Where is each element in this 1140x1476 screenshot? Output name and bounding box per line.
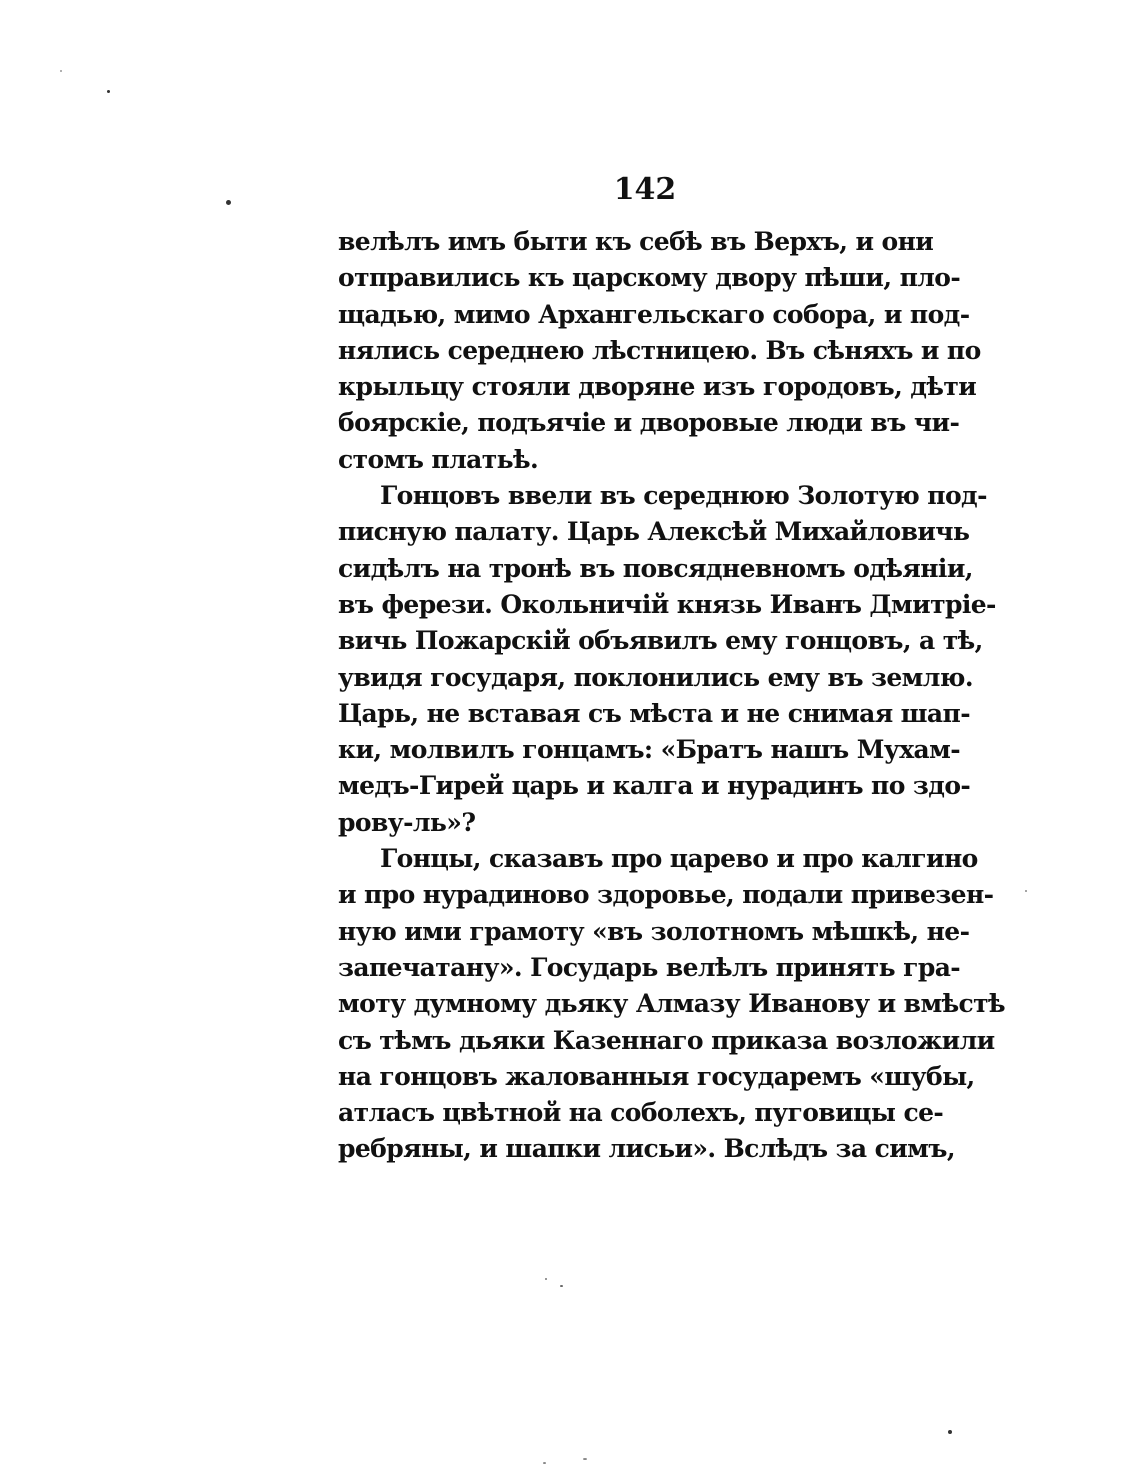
text-line: увидя государя, поклонились ему въ землю. — [338, 662, 973, 692]
paragraph-3 — [338, 841, 1006, 1168]
scan-speck — [560, 1285, 563, 1287]
text-line: на гонцовъ жалованныя государемъ «шубы, — [338, 1061, 975, 1091]
text-line: сидѣлъ на тронѣ въ повсядневномъ одѣяніи, — [338, 553, 973, 583]
scan-speck — [226, 200, 231, 205]
text-line: ребряны, и шапки лисьи». Вслѣдъ за симъ, — [338, 1134, 955, 1164]
text-line: атласъ цвѣтной на соболехъ, пуговицы се- — [338, 1098, 944, 1128]
text-line: писную палату. Царь Алексѣй Михайловичь — [338, 517, 970, 547]
scan-speck — [107, 90, 110, 93]
scan-speck — [60, 70, 62, 72]
text-line: ки, молвилъ гонцамъ: «Братъ нашъ Мухам- — [338, 735, 960, 765]
scan-speck — [545, 1278, 547, 1280]
text-line: нялись середнею лѣстницею. Въ сѣняхъ и по — [338, 335, 981, 365]
text-line: велѣлъ имъ быти къ себѣ въ Верхъ, и они — [338, 227, 934, 256]
scan-speck — [948, 1430, 952, 1434]
text-body — [338, 224, 1006, 1168]
text-line: рову-ль»? — [338, 807, 476, 837]
text-line: Царь, не вставая съ мѣста и не снимая шап- — [338, 698, 971, 728]
text-line: боярскіе, подъячіе и дворовые люди въ чи- — [338, 408, 960, 438]
text-line: запечатану». Государь велѣлъ принять гра- — [338, 952, 961, 982]
text-line: ную ими грамоту «въ золотномъ мѣшкѣ, не- — [338, 916, 970, 946]
scan-speck — [543, 1462, 546, 1464]
paragraph-1 — [338, 224, 981, 478]
text-line: крыльцу стояли дворяне изъ городовъ, дѣти — [338, 372, 977, 402]
text-line: медъ-Гирей царь и калга и нурадинъ по здо- — [338, 771, 971, 801]
text-line: Гонцы, сказавъ про царево и про калгино — [380, 844, 978, 874]
text-line: моту думному дьяку Алмазу Иванову и вмѣстѣ — [338, 989, 1006, 1019]
text-line: Гонцовъ ввели въ середнюю Золотую под- — [380, 481, 987, 511]
paragraph-2 — [338, 478, 996, 841]
page-number: 142 — [613, 172, 677, 207]
text-line: въ ферези. Окольничій князь Иванъ Дмитріе- — [338, 589, 996, 619]
scan-speck — [1025, 890, 1027, 892]
text-line: стомъ платьѣ. — [338, 444, 539, 474]
text-line: отправились къ царскому двору пѣши, пло- — [338, 263, 961, 293]
text-line: и про нурадиново здоровье, подали привезен- — [338, 880, 994, 910]
text-line: вичь Пожарскій объявилъ ему гонцовъ, а тѣ, — [338, 626, 983, 656]
text-line: съ тѣмъ дьяки Казеннаго приказа возложили — [338, 1025, 995, 1055]
scan-speck — [583, 1458, 587, 1460]
text-line: щадью, мимо Архангельскаго собора, и под- — [338, 299, 970, 329]
